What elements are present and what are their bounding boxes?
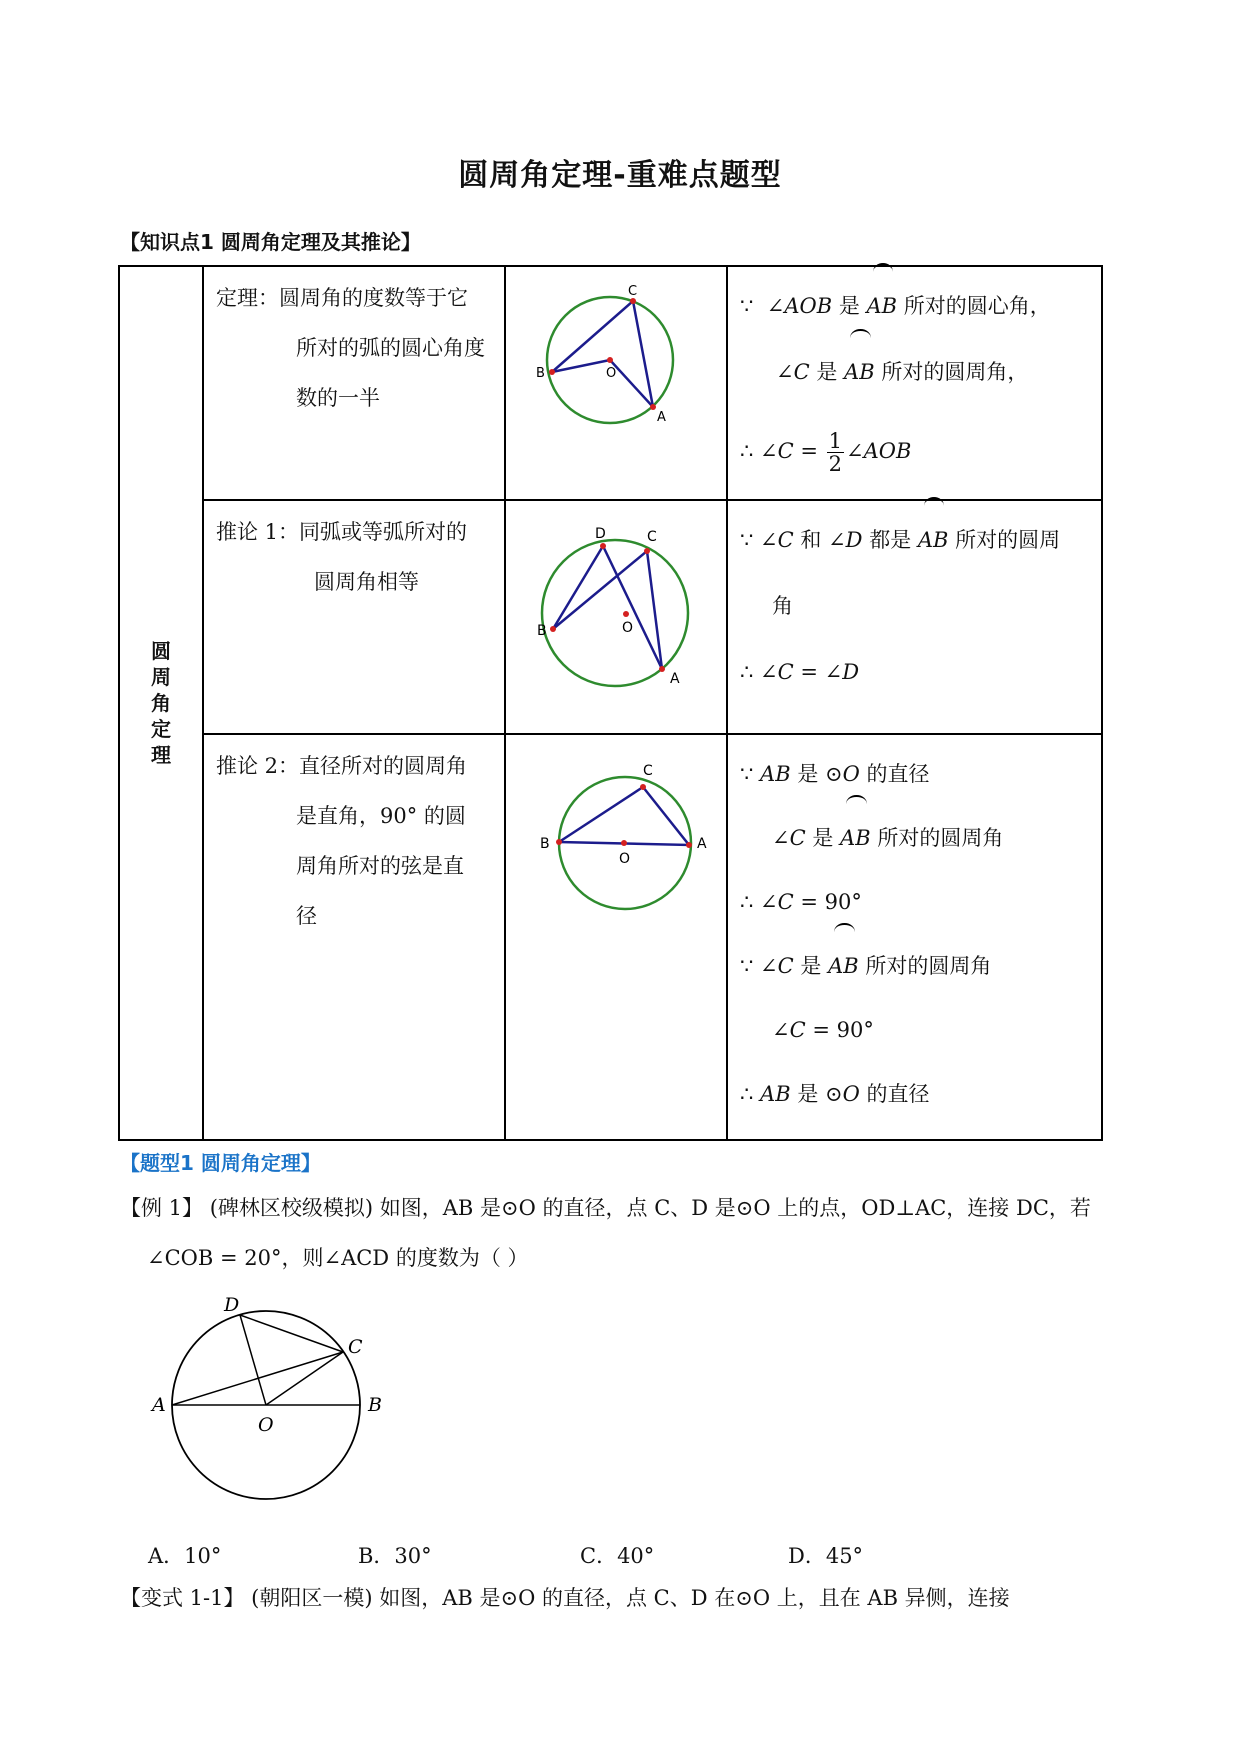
chord-bca [553,551,662,669]
label-a: A [657,410,666,425]
corollary1-text-line: 圆周角相等 [314,570,419,594]
label-d: D [224,1294,240,1316]
point-a [686,842,692,848]
label-c: C [348,1336,363,1358]
point-a [650,404,656,410]
corollary2-text-line: 周角所对的弦是直 [296,854,464,878]
label-o: O [622,620,634,636]
section-heading-knowledge: 【知识点1 圆周角定理及其推论】 [120,230,421,254]
theorem-figure-cell [505,266,727,500]
point-o [607,357,613,363]
label-c: C [628,284,638,299]
example1-line2: ∠COB = 20°，则∠ACD 的度数为（ ） [147,1246,529,1270]
theorem-text-line: 所对的弧的圆心角度 [296,336,485,360]
proof-line: ∠C 是 AB 所对的圆周角， [728,339,1101,405]
label-a: A [670,671,680,687]
label-a: A [152,1394,166,1416]
corollary2-figure-cell [505,734,727,1140]
page-title: 圆周角定理-重难点题型 [458,158,782,193]
label-c: C [647,529,657,545]
label-b: B [540,836,550,852]
choice-a[interactable]: A．10° [148,1544,222,1568]
proof-line: ∵ AB 是 ⊙O 的直径 [740,762,930,786]
theorem-table [118,265,1103,1141]
label-o: O [606,366,617,381]
proof-line: ∵ ∠AOB 是 AB 所对的圆心角， [728,267,1101,339]
proof-line: 角 [772,594,793,618]
point-b [549,369,555,375]
radius-oc [266,1352,343,1405]
point-b [556,839,562,845]
point-a [659,666,665,672]
corollary1-proof-cell [727,500,1102,734]
proof-line: ∴ ∠C = $\frac{1}{2}$ ∠AOB [740,429,912,476]
point-c [644,548,650,554]
point-o [623,611,629,617]
proof-line: ∵ ∠C 和 ∠D 都是 AB 所对的圆周 [728,501,1101,573]
proof-line: ∠C 是 AB 所对的圆周角 [728,805,1101,869]
label-b: B [536,366,545,381]
example1-figure [148,1283,398,1503]
theorem-text-line: 定理：圆周角的度数等于它 [216,286,468,310]
label-a: A [697,836,707,852]
label-o: O [258,1414,274,1436]
proof-line: ∴ ∠C = ∠D [740,660,860,684]
point-c [640,784,646,790]
point-d [600,543,606,549]
chord-bda [553,546,662,669]
label-d: D [595,526,606,542]
theorem-text-line: 数的一半 [296,386,380,410]
radius-segments [552,360,653,407]
corollary2-text-line: 径 [296,904,317,928]
theorem-circle-figure [507,267,725,495]
label-o: O [619,851,631,867]
corollary2-circle-figure [507,735,725,963]
chord-ac [172,1352,343,1405]
theorem-proof-cell [727,266,1102,500]
section-heading-type1: 【题型1 圆周角定理】 [120,1151,321,1175]
corollary2-text-line: 是直角，90° 的圆 [296,804,466,828]
proof-line: ∴ AB 是 ⊙O 的直径 [740,1082,930,1106]
proof-line: ∠C = 90° [772,1018,874,1042]
proof-line: ∴ ∠C = 90° [740,890,862,914]
corollary2-text-line: 推论 2：直径所对的圆周角 [216,754,468,778]
corollary1-text-line: 推论 1：同弧或等弧所对的 [216,520,468,544]
choice-c[interactable]: C．40° [580,1544,655,1568]
corollary2-text-cell [203,734,505,1140]
example1-line1: 【例 1】 (碑林区校级模拟) 如图，AB 是⊙O 的直径，点 C、D 是⊙O 上的点，OD⊥AC，连接 DC，若 [120,1196,1091,1220]
point-b [550,626,556,632]
label-c: C [643,763,653,779]
since-symbol: ∵ [740,294,754,318]
label-b: B [368,1394,382,1416]
label-b: B [537,623,547,639]
variant1-line: 【变式 1-1】 (朝阳区一模) 如图，AB 是⊙O 的直径，点 C、D 在⊙O 上，且在 AB 异侧，连接 [120,1586,1010,1610]
theorem-text-cell [203,266,505,500]
choice-b[interactable]: B．30° [358,1544,432,1568]
point-o [621,840,627,846]
choice-d[interactable]: D．45° [788,1544,864,1568]
corollary1-circle-figure [507,501,725,729]
side-label-text: 圆周角定理 [151,639,171,767]
corollary2-proof-cell [727,734,1102,1140]
table-side-label [119,266,203,1140]
radius-od [240,1315,266,1405]
corollary1-text-cell [203,500,505,734]
proof-line: ∵ ∠C 是 AB 所对的圆周角 [728,933,1101,997]
corollary1-figure-cell [505,500,727,734]
